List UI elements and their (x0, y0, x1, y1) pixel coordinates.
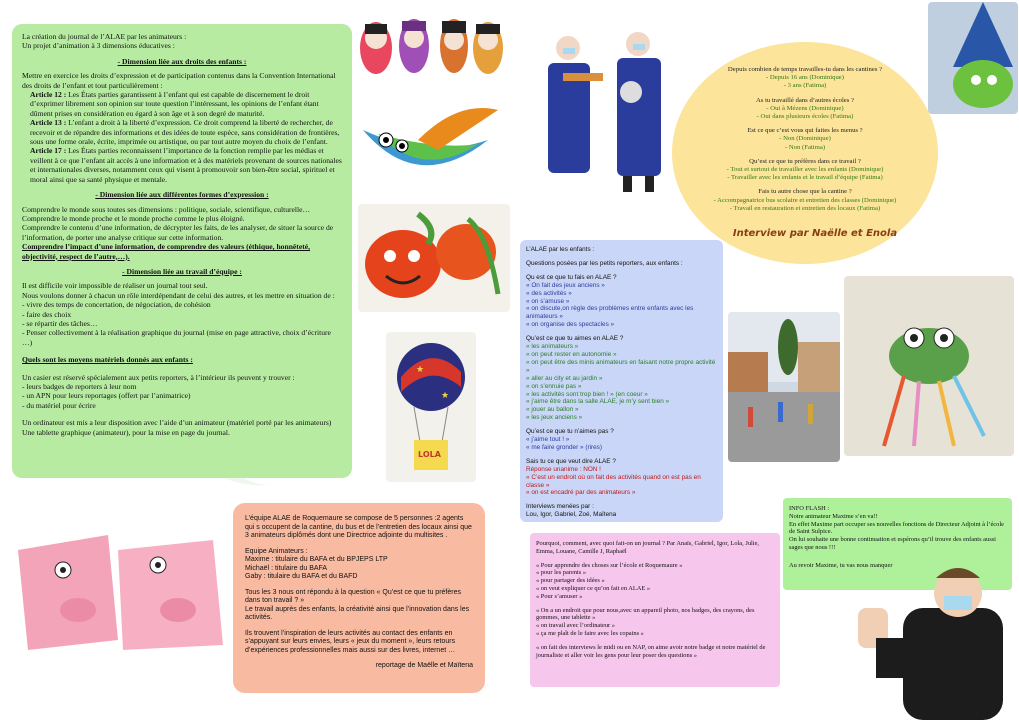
answer: « on organise des spectacles » (526, 321, 615, 329)
paragraph: On lui souhaite une bonne continuation et espérons qu’il trouve des enfants aussi sages que nous !!! (789, 536, 996, 551)
box-title: L’ALAE par les enfants : (526, 246, 595, 253)
paragraph: Comprendre le monde sous toutes ses dimensions : politique, sociale, scientifique, culturelle… (22, 204, 311, 214)
list-item: « Pour s’amuser » (536, 592, 583, 600)
paragraph: Un ordinateur est mis a leur disposition avec l’aide d’un animateur (matériel porté par les animateurs) (22, 418, 332, 428)
answer: - Non (Fatima) (784, 143, 826, 151)
answer: « on peut rester en autonomie » (526, 350, 617, 358)
pig-fortune-teller-image (8, 530, 230, 660)
answer: Réponse unanime : NON ! (526, 465, 601, 473)
paragraph: Au revoir Maxime, tu vas nous manquer (789, 561, 893, 569)
credit: reportage de Maëlle et Maïtena (375, 662, 473, 669)
team-title: Equipe Animateurs : (245, 547, 308, 555)
svg-text:★: ★ (441, 391, 450, 401)
list-item: « pour partager des idées » (536, 577, 605, 585)
question: As tu travaillé dans d’autres écoles ? (755, 96, 855, 104)
list-item: - se répartir des tâches… (22, 318, 98, 328)
frog-mobile-photo (844, 276, 1014, 456)
list-item: - faire des choix (22, 309, 72, 319)
answer: « on s’amuse » (526, 297, 570, 305)
answer: « j’aime tout ! » (526, 436, 570, 444)
question: Fais tu autre chose que la cantine ? (758, 188, 852, 196)
paragraph: Nous voulons donner à chacun un rôle interdépendant de celui des autres, et les mettre en situation de : (22, 290, 335, 300)
paragraph: Une tablette graphique (animateur), pour la mise en page du journal. (22, 427, 230, 437)
question: Qu’est ce que tu n’aimes pas ? (526, 428, 614, 436)
answer: « les animateurs » (526, 343, 579, 351)
answer: « des activités » (526, 289, 572, 297)
answer: « les jeux anciens » (526, 414, 583, 422)
answer: - Oui dans plusieurs écoles (Fatima) (756, 113, 854, 121)
paragraph: Notre animateur Maxime s’en va!! (789, 512, 878, 520)
team-member: Maxime : titulaire du BAFA et du BPJEPS LTP (245, 556, 388, 563)
answer: « les activités sont trop bien ! » (en coeur » (526, 390, 648, 398)
canteen-staff-photo (533, 28, 693, 196)
answer: « jouer au ballon » (526, 406, 579, 414)
list-item: « ça me plaît de le faire avec les copains » (536, 629, 644, 637)
answer: - Tout et surtout de travailler avec les enfants (Dominique) (726, 166, 884, 174)
journal-creation-box (12, 24, 352, 478)
paragraph: Comprendre l’impact d’une information, de comprendre des valeurs (éthique, honnêteté, objectivité, respect de l’autre,…). (22, 242, 310, 261)
lola-letters: LOLA (418, 450, 441, 459)
maxime-photo (848, 548, 1018, 720)
answer: « on discute,on règle des problèmes entre enfants avec les animateurs » (526, 305, 694, 321)
paragraph: Pourquoi, comment, avec quoi fait-on un journal ? Par Anaïs, Gabriel, Igor, Lola, Julie, Emma, Louane, Camille J, Raphaël (536, 540, 760, 555)
footer-line: Interviews menées par : (526, 503, 594, 511)
section-heading: Quels sont les moyens matériels donnés aux enfants : (22, 355, 193, 365)
answer: « On fait des jeux anciens » (526, 281, 605, 289)
paragraph: Mettre en exercice les droits d’expression et de participation contenus dans la Convention International des droits de l’enfant et tout particulièrement : (22, 71, 336, 90)
answer: « on est encadré par des animateurs » (526, 489, 636, 497)
answer: - Travailler avec les enfants et le travail d’équipe (Fatima) (727, 174, 883, 182)
answer: « on s’ennuie pas » (526, 382, 582, 390)
answer: - Accompagnatrice bus scolaire et entretien des classes (Dominique) (713, 196, 897, 204)
list-item: - du matériel pour écrire (22, 400, 96, 410)
pumpkin-craft-image (358, 204, 510, 312)
info-title: INFO FLASH : (789, 505, 830, 512)
alae-children-box (520, 240, 723, 522)
list-item: - un APN pour leurs reportages (offert par l’animatrice) (22, 391, 191, 401)
team-member: Gaby : titulaire du BAFA et du BAFD (245, 573, 358, 580)
paragraph: « On a un endroit que pour nous,avec un appareil photo, nos badges, des crayons, des gommes, une tablette » (536, 606, 755, 622)
article-12: Article 12 : Les États parties garantissent à l’enfant qui est capable de discernement le droit d’exprimer librement son opinion sur toute question l’intéressant, les opinions de l’enfant étant dûment prises en considération eu égard à son âge et à son degré de maturité. (30, 90, 319, 118)
question: Depuis combien de temps travailles-tu dans les cantines ? (727, 66, 883, 73)
answer: - Depuis 16 ans (Dominique) (765, 74, 844, 82)
paragraph: Comprendre le contenu d’une information, de décrypter les faits, de les analyser, de situer la source de l’information, de porter une analyse critique sur cette information. (22, 223, 334, 242)
answer: « aller au city et au jardin » (526, 374, 603, 382)
paragraph: L’équipe ALAE de Roquemaure se compose de 5 personnes :2 agents qui s occupent de la cantine, du bus et de l’entretien des locaux ainsi que 3 animateurs diplômés dont une Directrice adjointe du multisites . (245, 515, 472, 539)
paragraph: Il est difficile voir impossible de réaliser un journal tout seul. (22, 281, 208, 291)
playground-photo (728, 312, 840, 462)
answer: « C’est un endroit où on fait des activités quand on est pas en classe » (526, 473, 701, 489)
svg-text:★: ★ (416, 365, 425, 375)
journal-reasons-box (530, 533, 780, 687)
list-item: « on veut expliquer ce qu’on fait en ALAE » (536, 584, 651, 592)
list-item: - vivre des temps de concertation, de négociation, de cohésion (22, 300, 211, 310)
team-presentation-box (233, 503, 485, 693)
list-item: - leurs badges de reporters à leur nom (22, 382, 137, 391)
list-item: « on travail avec l’ordinateur » (536, 622, 615, 630)
article-13: Article 13 : L’enfant a droit à la liberté d’expression. Ce droit comprend la liberté de rechercher, de recevoir et de répandre des informations et des idées de toute espèce, sans considération de frontières, sous une forme orale, écrite, imprimée ou artistique, ou par tout autre moyen du choix de l’enfant. (30, 118, 340, 147)
paragraph: Le travail auprès des enfants, la créativité ainsi que l’innovation dans les activités. (245, 605, 470, 621)
answer: « j’aime être dans la salle ALAE, je m’y sent bien » (526, 398, 670, 406)
balloon-craft-image (386, 332, 476, 482)
interview-title: Interview par Naëlle et Enola (732, 228, 898, 239)
paragraph: Un casier est réservé spécialement aux petits reporters, à l’intérieur ils peuvent y trouver : (22, 372, 295, 382)
list-item: « Pour apprendre des choses sur l’école et Roquemaure » (536, 561, 683, 569)
question: Est ce que c’est vous qui faites les menus ? (747, 127, 863, 135)
paragraph: Comprendre le monde proche et le monde proche comme le plus éloigné. (22, 213, 245, 223)
intro-line: La création du journal de l’ALAE par les animateurs : (22, 32, 187, 41)
question: Qu’est ce que tu préfères dans ce travail ? (749, 157, 861, 165)
article-17: Article 17 : Les États parties reconnaissent l’importance de la fonction remplie par les médias et veillent à ce que l’enfant ait accès à une information et à des matériels provenant de sources nationales et internationales diverses, notamment ceux qui visent à promouvoir son bien-être social, spirituel et moral ainsi que sa santé physique et mentale. (30, 146, 342, 184)
section-heading: - Dimension liée aux droits des enfants : (117, 56, 247, 66)
list-item: « pour les parents » (536, 569, 587, 577)
section-heading: - Dimension liée aux différentes formes d’expression : (95, 190, 269, 200)
question: Qu est ce que tu fais en ALAE ? (526, 273, 617, 281)
painted-dolls-image (356, 16, 506, 78)
paragraph: Tous les 3 nous ont répondu à la question « Qu’est ce que tu préfères dans ton travail ? » (245, 588, 461, 604)
answer: - Non (Dominique) (779, 135, 831, 143)
answer: « me faire gronder » (rires) (526, 443, 603, 451)
answer: - 3 ans (Fatima) (783, 82, 827, 90)
paragraph: « on fait des interviews le midi ou en NAP, on aime avoir notre badge et notre matériel de journaliste et aller voir les gens pour leur poser des questions » (536, 643, 766, 659)
footer-line: Lou, Igor, Gabriel, Zoé, Maïtena (526, 511, 617, 519)
answer: - Travail en restauration et entretien des locaux (Fatima) (729, 204, 881, 212)
question: Sais tu ce que veut dire ALAE ? (526, 457, 616, 465)
team-member: Michaël : titulaire du BAFA (245, 564, 328, 572)
bird-craft-image (358, 100, 506, 188)
section-heading: - Dimension liée au travail d’équipe : (122, 266, 242, 276)
paragraph: Ils trouvent l’inspiration de leurs activités au contact des enfants en s’appuyant sur leurs envies, leurs « jeux du moment », leurs retours d’expériences professionnelles mais aussi sur des livres, internet … (245, 629, 456, 654)
question: Qu’est ce que tu aimes en ALAE ? (526, 335, 624, 343)
answer: « on peut être des minis animateurs en faisant notre propre activité » (526, 358, 716, 374)
intro-line: Un projet d’animation à 3 dimensions éducatives : (22, 41, 175, 51)
witch-craft-image (928, 2, 1018, 114)
answer: - Oui à Mézens (Dominique) (766, 104, 844, 112)
paragraph: En effet Maxime part occuper ses nouvelles fonctions de Directeur Adjoint à l’école de Saint Sulpice. (789, 520, 1004, 536)
box-subtitle: Questions posées par les petits reporters, aux enfants : (526, 259, 683, 267)
list-item: - Penser collectivement à la réalisation graphique du journal (mise en page attractive, choix d’écriture …) (22, 328, 331, 347)
